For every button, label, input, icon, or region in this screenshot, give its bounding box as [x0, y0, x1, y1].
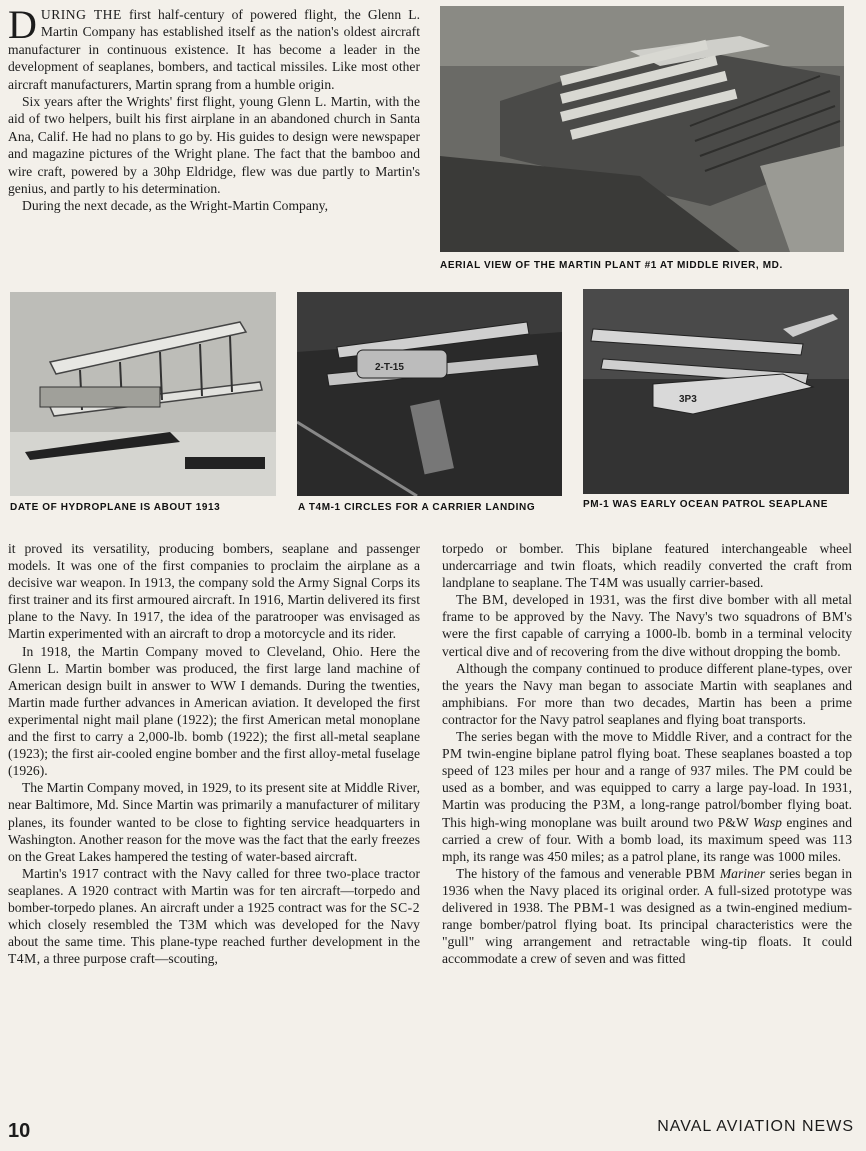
hydroplane-caption: DATE OF HYDROPLANE IS ABOUT 1913	[10, 502, 221, 513]
designation-t4m: T4M	[590, 575, 619, 591]
designation-pm: PM	[778, 763, 800, 779]
right-paragraph-2	[442, 591, 852, 659]
right-paragraph-5	[442, 865, 852, 968]
intro-paragraph-2: Six years after the Wrights' first flight, young Glenn L. Martin, with the aid of two helpers, built his first airplane in an abandoned church in Santa Ana, Calif. He had no plans to go by. His guides to design were newspaper and magazine pictures of the Wright plane. The fact that the bamboo and wire craft, powered by a 30hp Eldridge, flew was due partly to Martin's genius, and partly to his determination.	[8, 94, 420, 197]
designation-p3m: P3M	[593, 797, 621, 813]
hydroplane-photo	[10, 292, 276, 496]
aerial-plant-photo	[440, 6, 844, 252]
drop-cap: D	[8, 2, 37, 47]
intro-paragraph-1	[8, 2, 421, 93]
designation-bm: BM	[482, 592, 505, 608]
text-run: , a three purpose craft—scouting,	[36, 951, 218, 967]
designation-t4m: T4M	[8, 951, 37, 967]
right-paragraph-3: Although the company continued to produce different plane-types, over the years the Navy man began to associate Martin with seaplanes and amphibians. For more than two decades, Martin has been a prime contractor for the Navy patrol seaplanes and flying boat transports.	[442, 660, 852, 727]
aircraft-name: Mariner	[719, 865, 766, 881]
right-paragraph-4	[442, 728, 852, 865]
left-paragraph-2: In 1918, the Martin Company moved to Cleveland, Ohio. Here the Glenn L. Martin bomber was produced, the first large land machine of American design built in answer to WW I demands. During the twenties, Martin made further advances in American aviation. It developed the first experimental night mail plane (1922); the first American metal monoplane and the first to carry a 2,000-lb. bomb (1922); the first all-metal seaplane (1923); the first air-cooled engine bomber and the first alloy-metal fuselage (1926).	[8, 643, 420, 779]
left-paragraph-4	[8, 865, 420, 968]
text-run: The history of the famous and venerable	[456, 865, 686, 881]
text-run: was designed as a twin-engined medium-range bomber/patrol flying boat. Its principal characteristics were the "gull" wing arrangement and retractable wing-tip floats. It could accommodate a crew of seven and was fitted	[442, 899, 853, 967]
text-run: , a long-range patrol/bomber flying boat. This high-wing monoplane was built around two P&W	[442, 797, 852, 830]
t4m-tail-mark: 2-T-15	[375, 362, 404, 373]
pm1-hull-mark: 3P3	[679, 394, 697, 405]
publication-name: NAVAL AVIATION NEWS	[657, 1118, 854, 1135]
lead-in: URING THE	[40, 7, 122, 22]
text-run: could be used as a bomber, and was equipped to carry a large pay-load. In 1931, Martin was producing the	[442, 763, 852, 813]
left-column	[8, 540, 420, 967]
t4m-caption: A T4M-1 CIRCLES FOR A CARRIER LANDING	[298, 502, 536, 513]
designation-bm: BM	[822, 609, 845, 625]
t4m-photo	[297, 292, 562, 496]
text-run: Martin's 1917 contract with the Navy called for three two-place tractor seaplanes. A 1920 contract with Martin was for ten aircraft—torpedo and bomber-torpedo planes. An aircraft under a 1925 contract was for the	[8, 865, 420, 915]
text-run: twin-engine biplane patrol flying boat. These seaplanes boasted a top speed of 123 miles per hour and a range of 937 miles. The	[442, 746, 852, 779]
text-run: 's were the first capable of carrying a 1000-lb. bomb in a terminal velocity vertical dive and of recovering from the dive without dropping the bomb.	[442, 609, 852, 659]
left-paragraph-3: The Martin Company moved, in 1929, to its present site at Middle River, near Baltimore, Md. Since Martin was primarily a manufacturer of military planes, its founder wanted to be close to fighting service headquarters in Washington. Another reason for the move was the fact that the early freezes on the Great Lakes hampered the testing of water-based aircraft.	[8, 780, 420, 864]
pm1-caption: PM-1 WAS EARLY OCEAN PATROL SEAPLANE	[583, 499, 828, 510]
left-paragraph-1: it proved its versatility, producing bombers, seaplane and passenger models. It was one of the first companies to proclaim the airplane as a decisive war weapon. In 1913, the company sold the Army Signal Corps its first trainer and its first armoured aircraft. In 1916, Martin delivered its first plane to the Navy. In 1917, the idea of the paratrooper was envisaged as Martin experimented with an aircraft to drop a motorcycle and its rider.	[8, 541, 420, 642]
text-run: was usually carrier-based.	[618, 575, 764, 591]
intro-paragraph-1-body: first half-century of powered flight, the Glenn L. Martin Company has established itself as the nation's oldest aircraft manufacturer in continuous existence. It has become a leader in the development of seaplanes, bombers, and tactical missiles. Like most other aircraft manufacturers, Martin sprang from a humble origin.	[8, 7, 421, 92]
text-run: The	[456, 592, 483, 608]
text-run: series began in 1936 when the Navy placed its original order. A full-sized prototype was delivered in 1938. The	[442, 865, 853, 915]
text-run: which was developed for the Navy about the same time. This plane-type reached further development in the	[8, 917, 420, 950]
right-column	[442, 540, 852, 967]
intro-text	[8, 2, 421, 215]
text-run: torpedo or bomber. This biplane featured interchangeable wheel undercarriage and twin floats, which readily converted the craft from landplane to seaplane. The	[442, 541, 852, 591]
text-run: engines and carried a crew of four. With a bomb load, its maximum speed was 113 mph, its range was 450 miles; as a patrol plane, its range was 1000 miles.	[442, 814, 853, 864]
designation-t3m: T3M	[178, 917, 208, 933]
text-run: The series began with the move to Middle River, and a contract for the	[456, 729, 852, 745]
text-run: , developed in 1931, was the first dive bomber with all metal frame to be approved by the Navy. The Navy's two squadrons of	[442, 592, 852, 625]
right-paragraph-1	[442, 540, 852, 591]
engine-name: Wasp	[752, 814, 782, 830]
page-number: 10	[8, 1120, 31, 1142]
designation-pbm: PBM	[685, 865, 716, 881]
intro-paragraph-3: During the next decade, as the Wright-Martin Company,	[22, 198, 328, 214]
text-run: which closely resembled the	[8, 917, 179, 933]
designation-pbm-1: PBM-1	[573, 899, 617, 915]
designation-sc2: SC-2	[390, 899, 420, 915]
designation-pm: PM	[442, 746, 463, 762]
pm1-photo	[583, 289, 849, 494]
aerial-caption: AERIAL VIEW OF THE MARTIN PLANT #1 AT MIDDLE RIVER, MD.	[440, 260, 783, 271]
